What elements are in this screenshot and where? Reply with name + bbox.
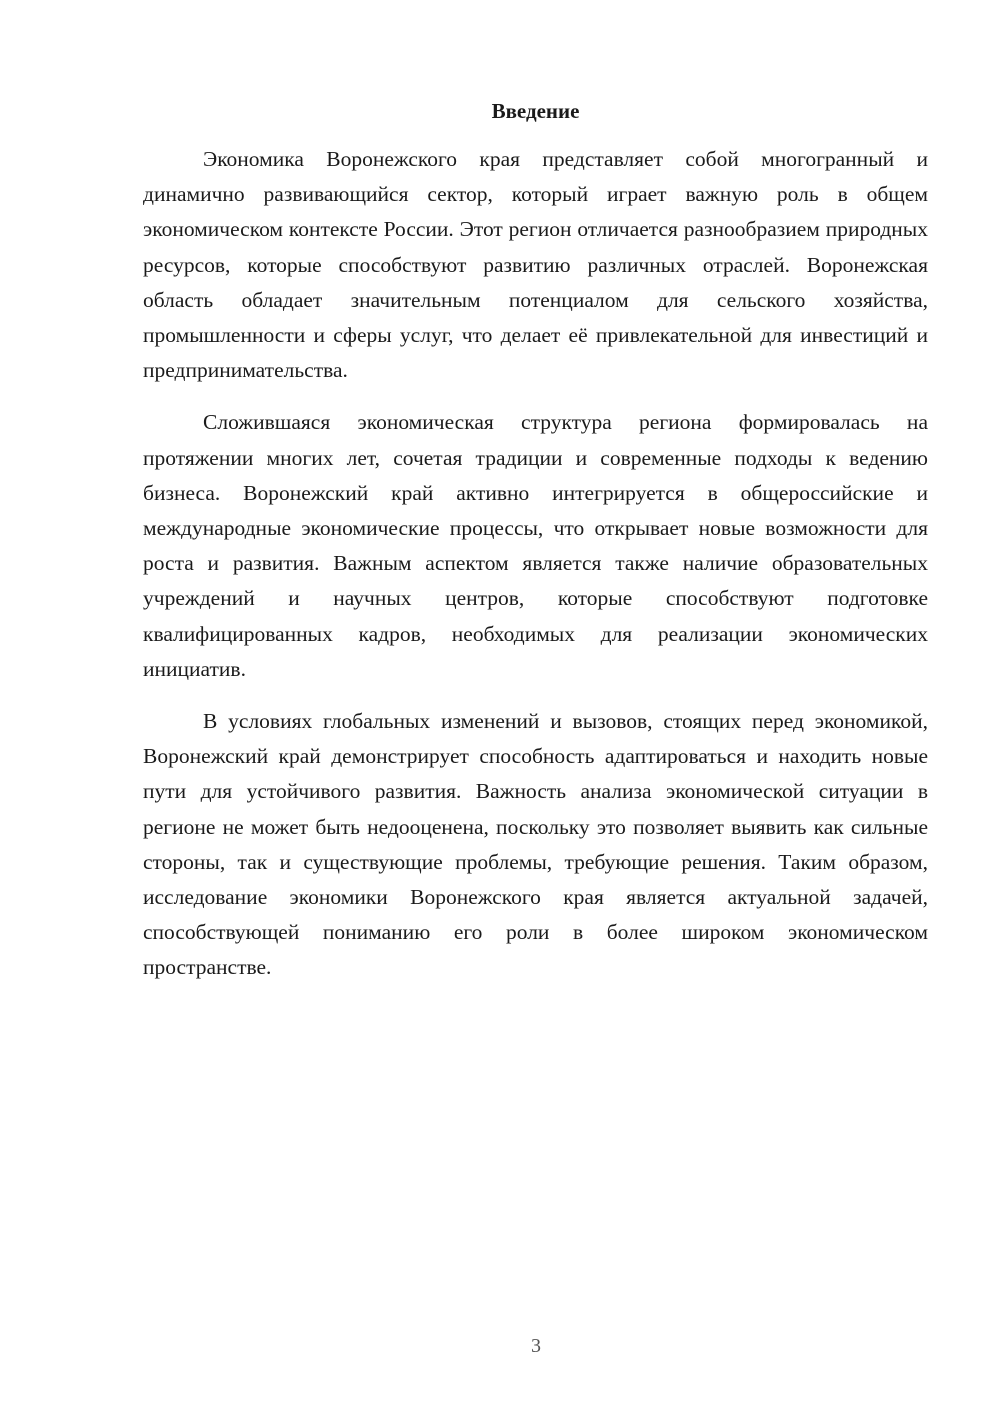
section-title: Введение — [491, 99, 580, 123]
body-text — [143, 142, 928, 1003]
paragraph-1: Экономика Воронежского края представляет собой многогранный и динамично развивающийся сектор, который играет важную роль в общем экономическом контексте России. Этот регион отличается разнообразием природных ресурсов, которые способствуют развитию различных отраслей. Воронежская область обладает значительным потенциалом для сельского хозяйства, промышленности и сферы услуг, что делает её привлекательной для инвестиций и предпринимательства. — [143, 147, 928, 383]
paragraph-3: В условиях глобальных изменений и вызовов, стоящих перед экономикой, Воронежский край демонстрирует способность адаптироваться и находить новые пути для устойчивого развития. Важность анализа экономической ситуации в регионе не может быть недооценена, поскольку это позволяет выявить как сильные стороны, так и существующие проблемы, требующие решения. Таким образом, исследование экономики Воронежского края является актуальной задачей, способствующей пониманию его роли в более широком экономическом пространстве. — [143, 709, 928, 980]
paragraph-2: Сложившаяся экономическая структура региона формировалась на протяжении многих лет, сочетая традиции и современные подходы к ведению бизнеса. Воронежский край активно интегрируется в общероссийские и международные экономические процессы, что открывает новые возможности для роста и развития. Важным аспектом является также наличие образовательных учреждений и научных центров, которые способствуют подготовке квалифицированных кадров, необходимых для реализации экономических инициатив. — [143, 410, 928, 681]
page-number: 3 — [531, 1335, 541, 1357]
